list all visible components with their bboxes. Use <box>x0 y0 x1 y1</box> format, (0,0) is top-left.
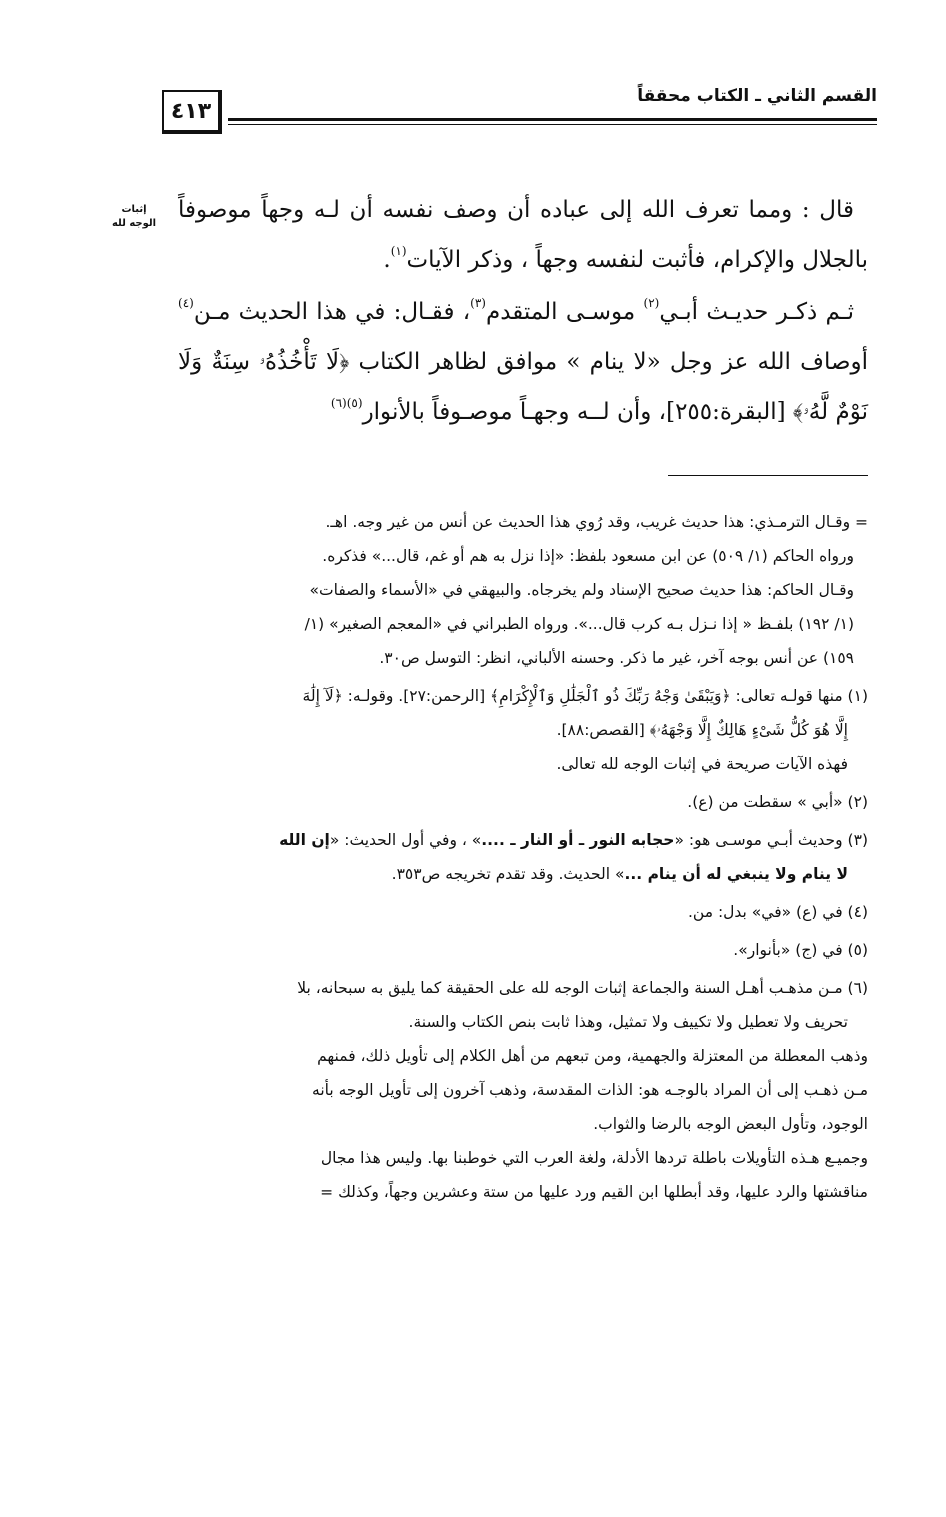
paragraph-1-line-1: قال : ومما تعرف الله إلى عباده أن وصف نفسه أن لـه وجهاً موصوفاً <box>178 197 854 223</box>
footnote-2 <box>168 785 868 819</box>
paragraph-2-part-d: أوصاف الله عز وجل «لا ينام » موافق لظاهر الكتاب ﴿لَا تَأْخُذُهُۥ سِنَةٌ وَلَا نَوْمٌ لَّهُۥ﴾ [البقرة:٢٥٥]، وأن لــه وجهـاً موصـوفاً بالأنوار <box>178 349 868 425</box>
footnote-line: (١) منها قولـه تعالى: ﴿وَيَبْقَىٰ وَجْهُ رَبِّكَ ذُو ٱلْجَلَٰلِ وَٱلْإِكْرَامِ﴾ [الرحمن:٢٧]. وقولـه: ﴿لَآ إِلَٰهَ <box>302 687 868 705</box>
footnote-line: (١/ ١٩٢) بلفـظ « إذا نـزل بـه كرب قال...». ورواه الطبراني في «المعجم الصغير» (١/ <box>304 615 854 633</box>
margin-note-line-2: الوجه لله <box>111 218 157 229</box>
footnote-line: ١٥٩) عن أنس بوجه آخر، غير ما ذكر. وحسنه الألباني، انظر: التوسل ص٣٠. <box>379 649 854 667</box>
footnote-3-hadith-quote-3: لا ينام ولا ينبغي له أن ينام ... <box>624 865 848 883</box>
footnote-4 <box>168 895 868 929</box>
footnote-continuation <box>168 505 868 675</box>
paragraph-2-part-c: ، فقـال: في هذا الحديث مـن <box>193 299 471 325</box>
paragraph-2-part-b: موسـى المتقدم <box>485 299 644 325</box>
footnote-3 <box>168 823 868 891</box>
footnote-line: الوجود، وتأول البعض الوجه بالرضا والثواب. <box>593 1115 868 1133</box>
footnote-line <box>168 823 868 857</box>
footnote-line <box>168 857 868 891</box>
footnote-line: مـن ذهـب إلى أن المراد بالوجـه هو: الذات المقدسة، وذهب آخرون إلى تأويل الوجه بأنه <box>312 1081 868 1099</box>
page-number: ٤١٣ <box>162 90 222 134</box>
footnote-3-text-a: (٣) وحديث أبـي موسـى هو: « <box>674 831 868 849</box>
footnotes <box>168 505 868 1213</box>
running-head: القسم الثاني ـ الكتاب محققاً <box>637 86 877 106</box>
paragraph-1: قال : ومما تعرف الله إلى عباده أن وصف نفسه أن لـه وجهاً موصوفاً بالجلال والإكرام، فأثبت لنفسه وجهاً ، وذكر الآيات$^{(١)}$. <box>178 197 868 273</box>
footnote-ref-5-6: (٥)(٦) <box>330 396 363 410</box>
footnote-ref-3: (٣) <box>470 296 486 310</box>
paragraph-2 <box>178 287 868 437</box>
footnote-line: (٤) في (ع) «في» بدل: من. <box>687 903 868 921</box>
footnote-line: وجميـع هـذه التأويلات باطلة تردها الأدلة، ولغة العرب التي خوطبنا بها. وليس هذا مجال <box>320 1149 868 1167</box>
page-header <box>162 86 877 146</box>
paragraph-2-part-a: ثـم ذكـر حديـث أبـي <box>659 299 854 325</box>
margin-note-line-1: إثبات <box>121 204 147 215</box>
margin-note <box>104 203 164 231</box>
footnote-3-text-e: » الحديث. وقد تقدم تخريجه ص٣٥٣. <box>391 865 625 883</box>
footnote-line: = وقـال الترمـذي: هذا حديث غريب، وقد رُوي هذا الحديث عن أنس من غير وجه. اهـ. <box>325 513 868 531</box>
footnote-ref-2: (٢) <box>643 296 660 310</box>
footnote-3-hadith-quote-2: إن الله <box>279 831 330 849</box>
footnote-line: وقـال الحاكم: هذا حديث صحيح الإسناد ولم يخرجاه. والبيهقي في «الأسماء والصفات» <box>309 581 854 599</box>
footnote-line: تحريف ولا تعطيل ولا تكييف ولا تمثيل، وهذا ثابت بنص الكتاب والسنة. <box>408 1013 848 1031</box>
footnote-line: إِلَّا هُوَ كُلُّ شَىْءٍ هَالِكٌ إِلَّا وَجْهَهُۥ﴾ [القصص:٨٨]. <box>556 721 848 739</box>
footnote-line: (٦) مـن مذهـب أهـل السنة والجماعة إثبات الوجه لله على الحقيقة كما يليق به سبحانه، بلا <box>297 979 868 997</box>
header-rule <box>228 118 877 121</box>
main-text <box>178 185 868 437</box>
footnote-3-text-c: » ، وفي أول الحديث: « <box>329 831 482 849</box>
footnote-ref-4: (٤) <box>178 296 194 310</box>
header-rule-thin <box>228 124 877 125</box>
footnote-line: وذهب المعطلة من المعتزلة والجهمية، ومن تبعهم من أهل الكلام إلى تأويل ذلك، فمنهم <box>317 1047 868 1065</box>
footnote-3-hadith-quote: حجابه النور ـ أو النار ـ .... <box>481 831 675 849</box>
footnote-separator <box>668 475 868 476</box>
footnote-6 <box>168 971 868 1209</box>
paragraph-1-line-2: بالجلال والإكرام، فأثبت لنفسه وجهاً ، وذكر الآيات <box>406 247 868 273</box>
footnote-line: (٥) في (ج) «بأنوار». <box>733 941 868 959</box>
footnote-1 <box>168 679 868 781</box>
footnote-line: مناقشتها والرد عليها، وقد أبطلها ابن القيم ورد عليها من ستة وعشرين وجهاً، وكذلك = <box>320 1183 868 1201</box>
footnote-line: (٢) «أبي » سقطت من (ع). <box>687 793 868 811</box>
footnote-5 <box>168 933 868 967</box>
footnote-ref-1: (١) <box>390 244 407 258</box>
footnote-line: ورواه الحاكم (١/ ٥٠٩) عن ابن مسعود بلفظ: «إذا نزل به هم أو غم، قال...» فذكره. <box>322 547 854 565</box>
footnote-line: فهذه الآيات صريحة في إثبات الوجه لله تعالى. <box>556 755 848 773</box>
